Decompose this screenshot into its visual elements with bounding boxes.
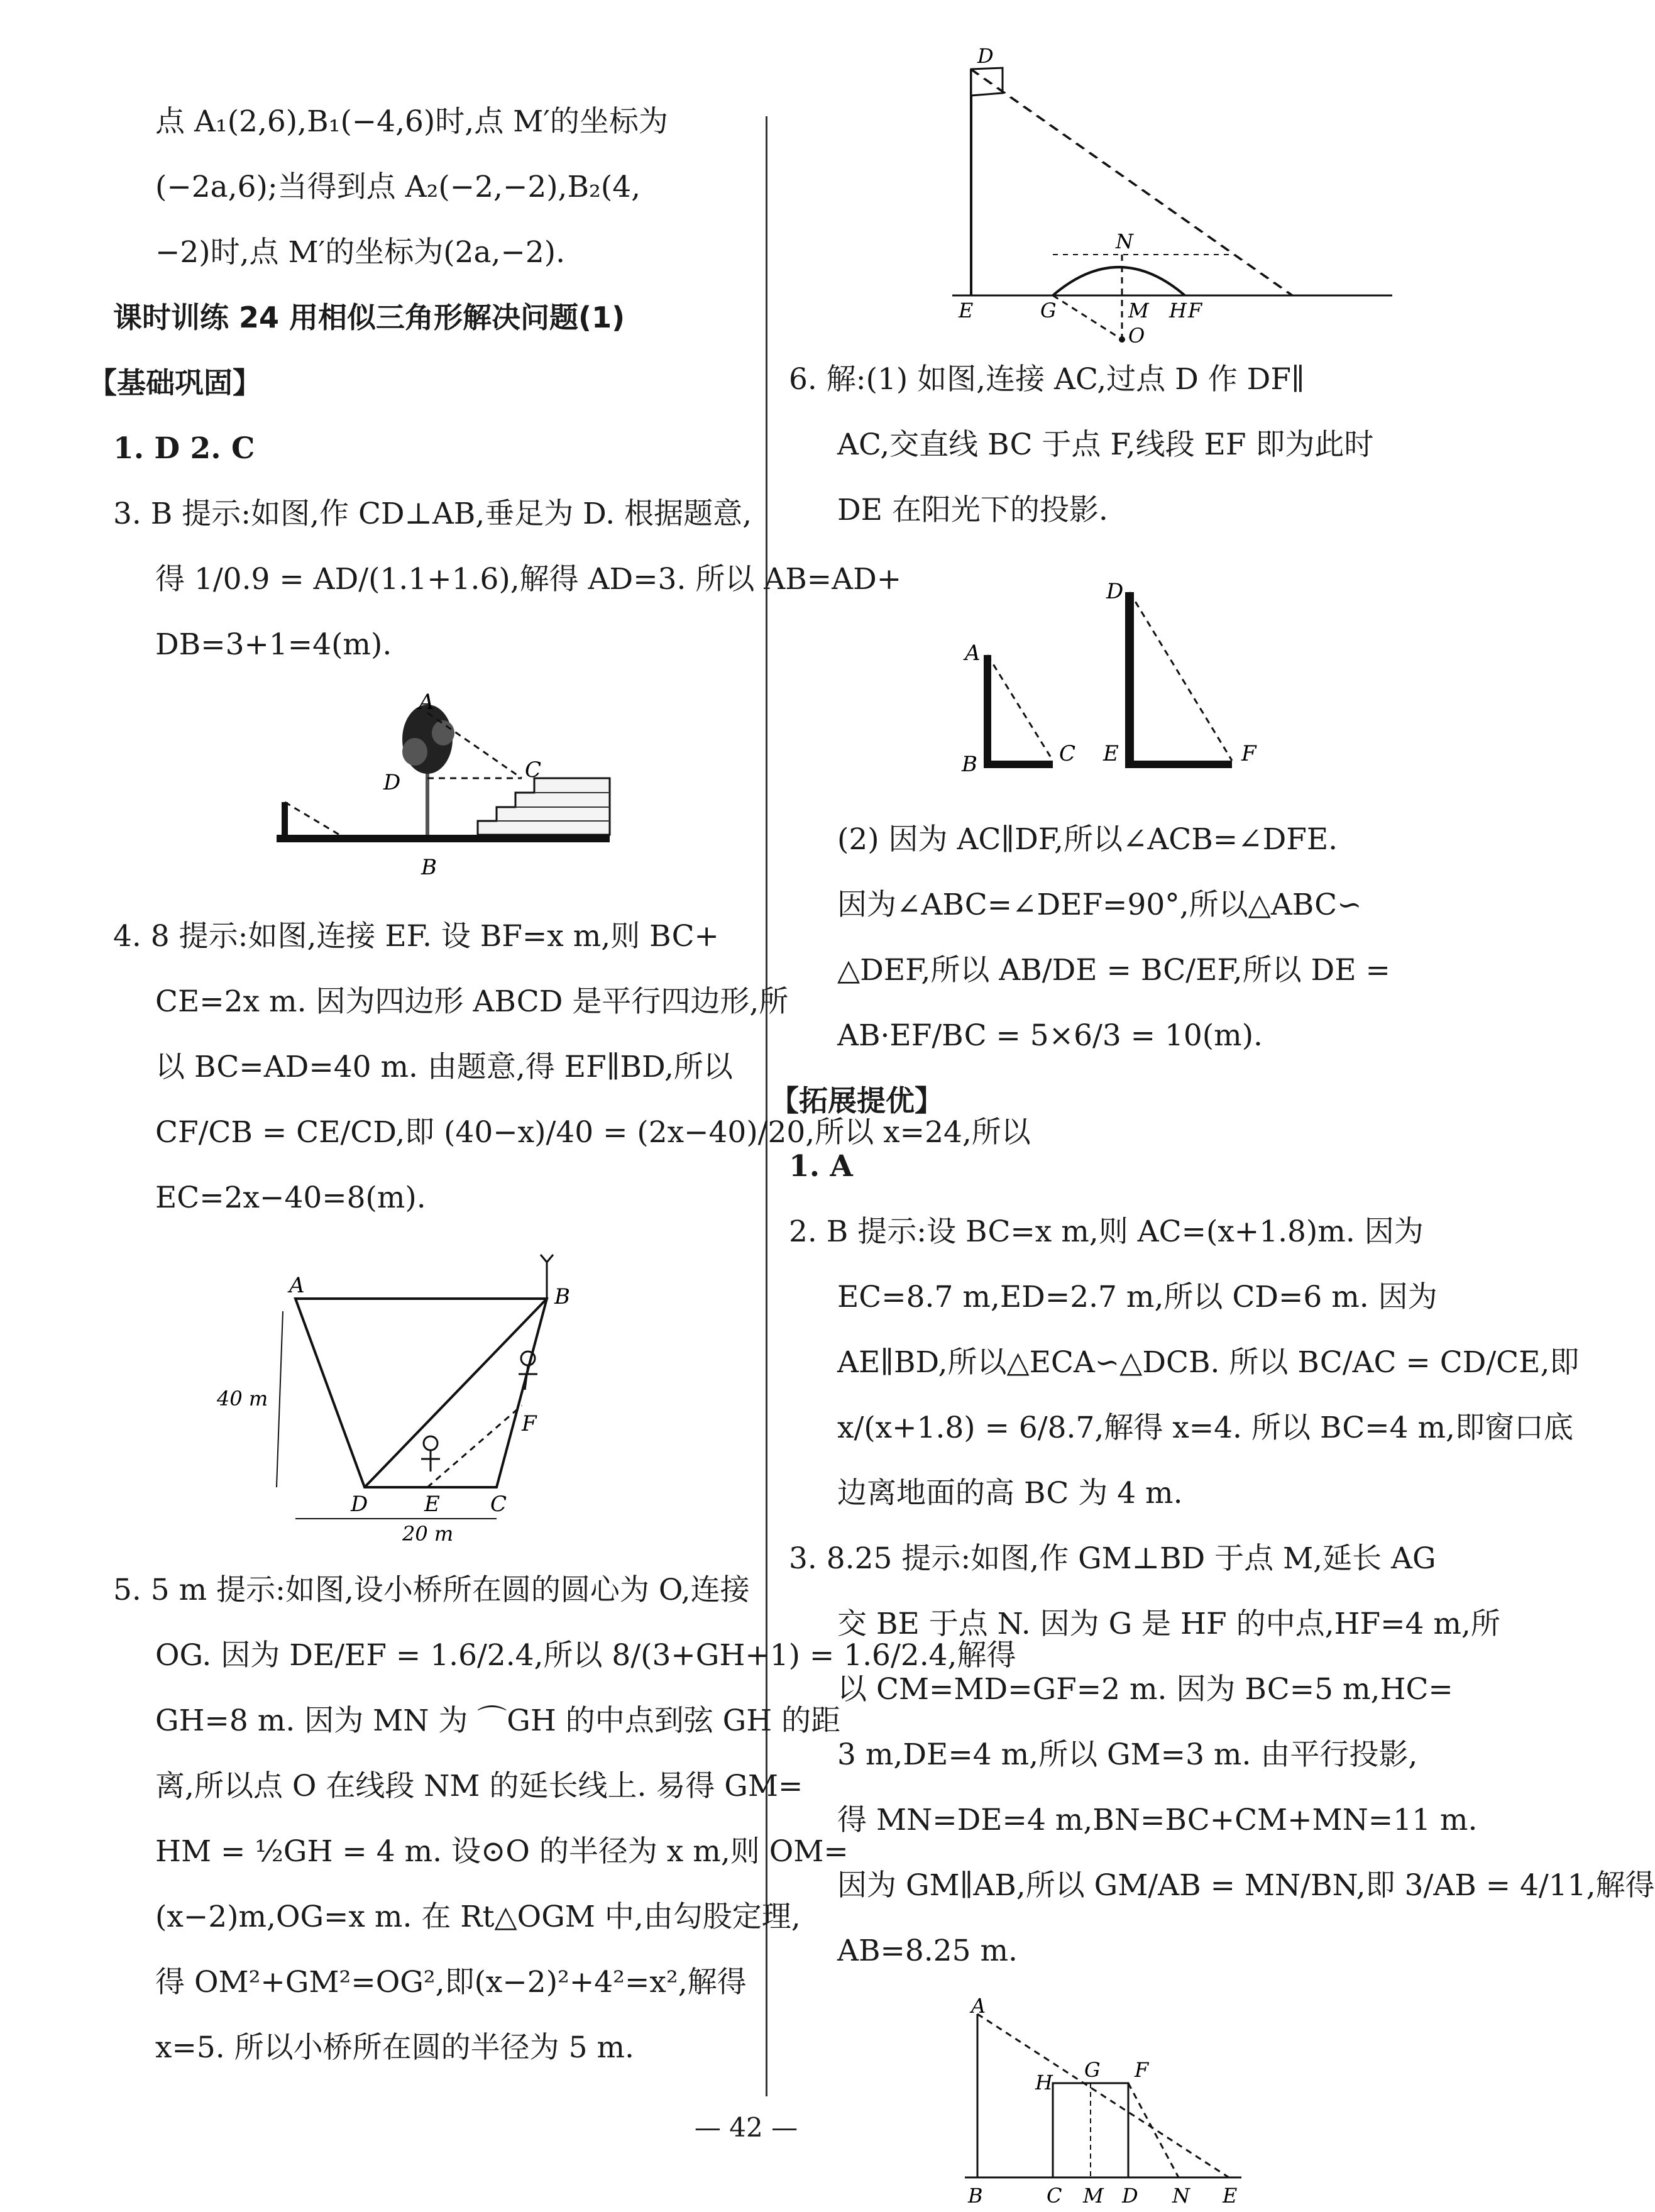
text-line: 以 CM=MD=GF=2 m. 因为 BC=5 m,HC= — [837, 1672, 1453, 1707]
fig3b-label-A: A — [971, 1994, 986, 2018]
fig6-label-D: D — [1106, 579, 1124, 604]
fig4-label-F: F — [522, 1411, 537, 1436]
text-line: (x−2)m,OG=x m. 在 Rt△OGM 中,由勾股定理, — [155, 1900, 801, 1934]
fig5-label-G: G — [1040, 299, 1057, 322]
text-line: CE=2x m. 因为四边形 ABCD 是平行四边形,所 — [155, 984, 789, 1019]
text-line: 因为∠ABC=∠DEF=90°,所以△ABC∽ — [837, 888, 1362, 922]
text-line: 点 A₁(2,6),B₁(−4,6)时,点 M′的坐标为 — [155, 104, 668, 139]
text-line: (2) 因为 AC∥DF,所以∠ACB=∠DFE. — [837, 822, 1338, 857]
figure-projection — [789, 1994, 1417, 2209]
text-line: HM = ½GH = 4 m. 设⊙O 的半径为 x m,则 OM= — [155, 1834, 849, 1869]
fig3b-label-N: N — [1172, 2184, 1190, 2208]
text-line: CF/CB = CE/CD,即 (40−x)/40 = (2x−40)/20,所以 x=24,所以 — [155, 1115, 1031, 1150]
fig3b-label-D: D — [1122, 2184, 1138, 2208]
fig3b-label-E: E — [1223, 2184, 1238, 2208]
text-line: 离,所以点 O 在线段 NM 的延长线上. 易得 GM= — [155, 1769, 803, 1803]
fig5-label-M: M — [1128, 299, 1149, 322]
fig5-label-E: E — [959, 299, 974, 322]
text-line: EC=8.7 m,ED=2.7 m,所以 CD=6 m. 因为 — [837, 1280, 1438, 1314]
text-line: 边离地面的高 BC 为 4 m. — [837, 1476, 1183, 1510]
right-column — [770, 19, 1655, 2209]
page-number: — 42 — — [694, 2112, 798, 2143]
text-line: AE∥BD,所以△ECA∽△DCB. 所以 BC/AC = CD/CE,即 — [837, 1345, 1580, 1380]
answer-line: 4. 8 提示:如图,连接 EF. 设 BF=x m,则 BC+ — [113, 919, 719, 954]
section-title: 课时训练 24 用相似三角形解决问题(1) — [113, 300, 625, 334]
fig4-label-40m: 40 m — [217, 1387, 268, 1411]
text-line: DB=3+1=4(m). — [155, 627, 392, 662]
fig3-label-A: A — [419, 690, 434, 715]
fig4-label-D: D — [351, 1492, 368, 1517]
fig6-label-E: E — [1103, 741, 1119, 766]
text-line: x=5. 所以小桥所在圆的半径为 5 m. — [155, 2030, 634, 2065]
answer-line: 1. D 2. C — [113, 431, 255, 466]
text-line: 得 OM²+GM²=OG²,即(x−2)²+4²=x²,解得 — [155, 1965, 747, 2000]
fig5-label-F: F — [1188, 299, 1202, 322]
answer-line: 6. 解:(1) 如图,连接 AC,过点 D 作 DF∥ — [789, 362, 1305, 397]
text-line: 以 BC=AD=40 m. 由题意,得 EF∥BD,所以 — [155, 1050, 733, 1084]
fig3b-label-M: M — [1083, 2184, 1104, 2208]
fig5-label-N: N — [1116, 229, 1133, 253]
text-line: 因为 GM∥AB,所以 GM/AB = MN/BN,即 3/AB = 4/11,解得 — [837, 1868, 1655, 1903]
text-line: 3 m,DE=4 m,所以 GM=3 m. 由平行投影, — [837, 1737, 1418, 1772]
answer-line: 3. 8.25 提示:如图,作 GM⊥BD 于点 M,延长 AG — [789, 1541, 1436, 1576]
text-line: △DEF,所以 AB/DE = BC/EF,所以 DE = — [837, 953, 1390, 988]
text-line: −2)时,点 M′的坐标为(2a,−2). — [155, 235, 566, 270]
fig6-label-C: C — [1059, 741, 1076, 766]
fig6-label-B: B — [962, 752, 977, 777]
text-line: 得 MN=DE=4 m,BN=BC+CM+MN=11 m. — [837, 1803, 1478, 1837]
text-line: GH=8 m. 因为 MN 为 ⌒GH 的中点到弦 GH 的距 — [155, 1703, 841, 1738]
text-line: AB=8.25 m. — [837, 1934, 1018, 1968]
fig6-label-A: A — [965, 641, 981, 666]
section-heading: 【基础巩固】 — [88, 366, 261, 400]
fig4-label-A: A — [289, 1273, 305, 1298]
fig5-label-D: D — [977, 44, 994, 68]
answer-line: 2. B 提示:设 BC=x m,则 AC=(x+1.8)m. 因为 — [789, 1214, 1424, 1249]
text-line: x/(x+1.8) = 6/8.7,解得 x=4. 所以 BC=4 m,即窗口底 — [837, 1411, 1573, 1445]
figure-bridge — [789, 19, 1417, 346]
text-line: 得 1/0.9 = AD/(1.1+1.6),解得 AD=3. 所以 AB=AD+ — [155, 562, 902, 597]
fig3b-label-H: H — [1035, 2071, 1053, 2094]
text-line: AB·EF/BC = 5×6/3 = 10(m). — [837, 1018, 1263, 1053]
fig3b-label-B: B — [968, 2184, 983, 2208]
fig3-label-C: C — [525, 757, 542, 783]
fig5-label-O: O — [1128, 324, 1145, 348]
text-line: EC=2x−40=8(m). — [155, 1180, 426, 1215]
fig4-label-C: C — [490, 1492, 507, 1517]
section-heading: 【拓展提优】 — [770, 1084, 943, 1118]
text-line: OG. 因为 DE/EF = 1.6/2.4,所以 8/(3+GH+1) = 1.6/2.4,解得 — [155, 1638, 1016, 1673]
fig3-label-D: D — [383, 770, 401, 795]
text-line: (−2a,6);当得到点 A₂(−2,−2),B₂(4, — [155, 170, 641, 204]
text-line: AC,交直线 BC 于点 F,线段 EF 即为此时 — [837, 427, 1374, 462]
answer-line: 1. A — [789, 1149, 853, 1184]
answer-line: 5. 5 m 提示:如图,设小桥所在圆的圆心为 O,连接 — [113, 1573, 750, 1607]
fig4-label-B: B — [554, 1284, 570, 1309]
figure-tree-wall — [107, 690, 742, 884]
fig3b-label-C: C — [1047, 2184, 1062, 2208]
fig6-label-F: F — [1241, 741, 1256, 766]
text-line: DE 在阳光下的投影. — [837, 493, 1108, 527]
figure-shadows — [789, 561, 1417, 793]
fig3b-label-G: G — [1084, 2058, 1101, 2082]
text-line: 交 BE 于点 N. 因为 G 是 HF 的中点,HF=4 m,所 — [837, 1607, 1500, 1641]
fig3-label-B: B — [421, 855, 437, 880]
answer-line: 3. B 提示:如图,作 CD⊥AB,垂足为 D. 根据题意, — [113, 497, 752, 531]
fig5-label-H: H — [1169, 299, 1187, 322]
figure-parallelogram — [107, 1248, 742, 1546]
fig4-label-20m: 20 m — [402, 1522, 454, 1546]
fig3b-label-F: F — [1135, 2058, 1149, 2082]
fig4-label-E: E — [424, 1492, 440, 1517]
